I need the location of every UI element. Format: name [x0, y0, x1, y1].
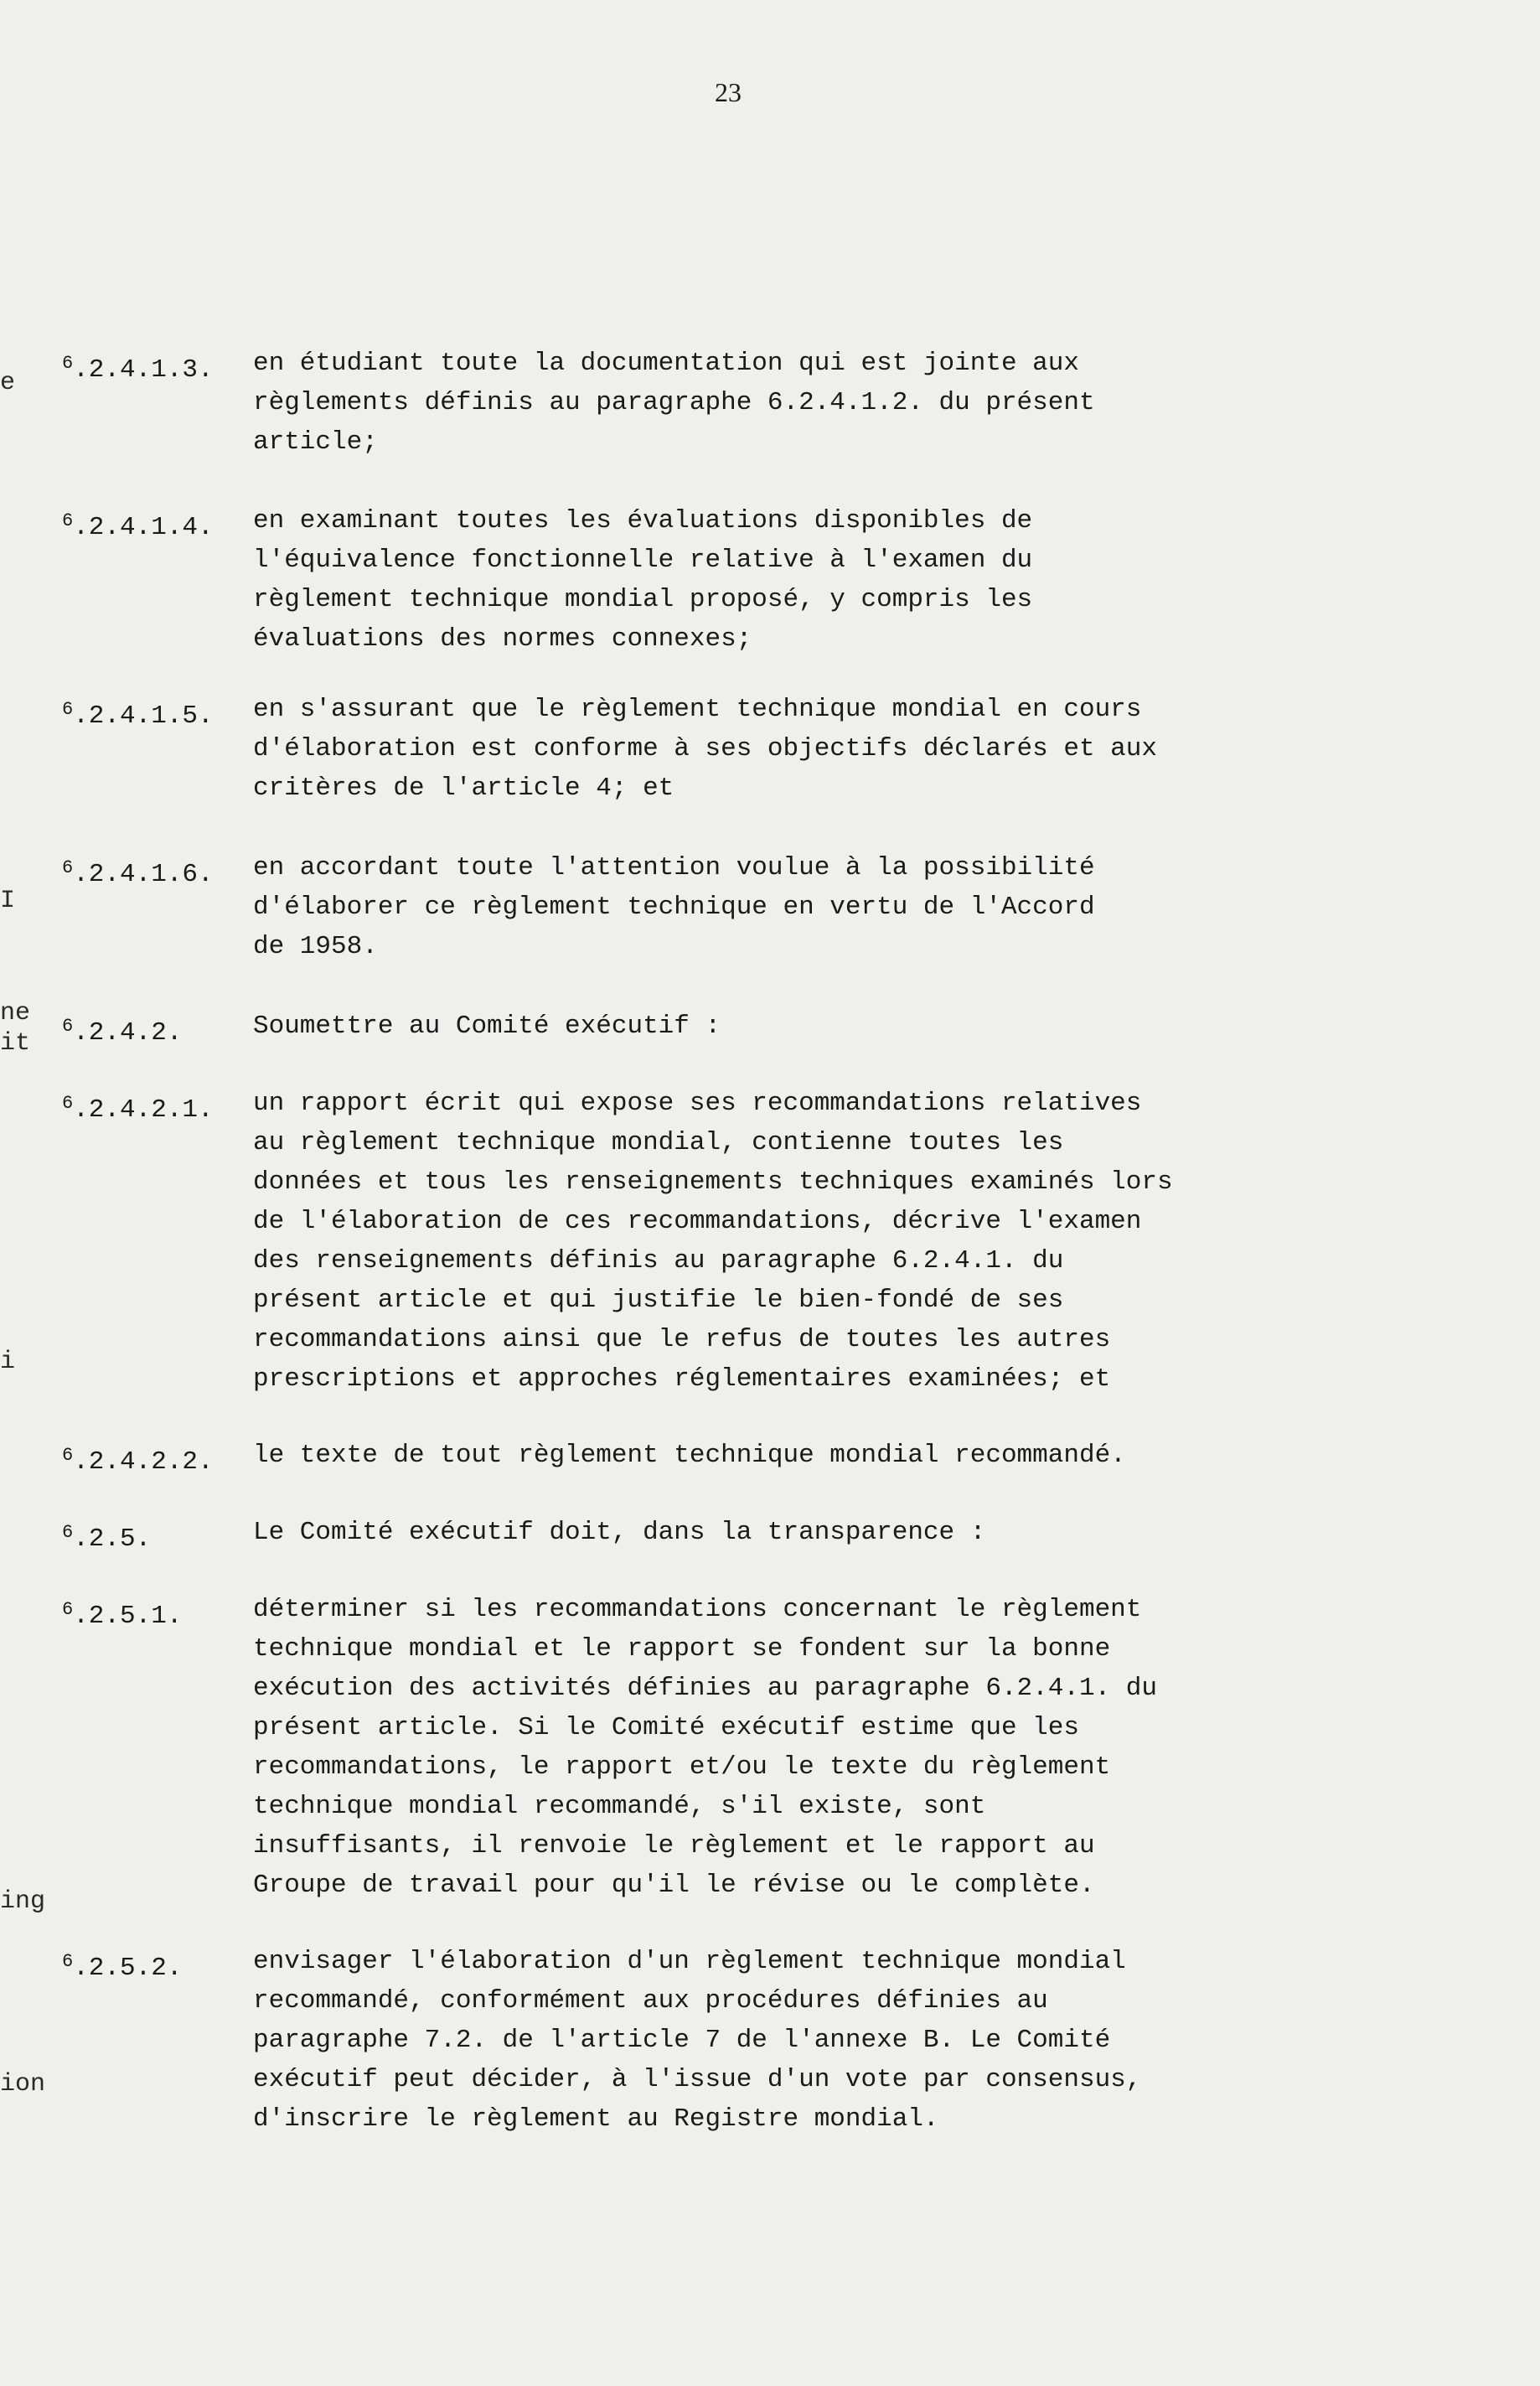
paragraph-text: déterminer si les recommandations concernant le règlement technique mondial et le rapport se fondent sur la bonne exécution des activités définies au paragraphe 6.2.4.1. du présent article. Si le Comité exécutif estime que les recommandations, le rapport et/ou le texte du règlement technique mondial recommandé, s'il existe, sont insuffisants, il renvoie le règlement et le rapport au Groupe de travail pour qu'il le révise ou le complète. [253, 1595, 1157, 1900]
paragraph-number-rest: .2.4.2. [73, 1018, 183, 1048]
margin-fragment: ing [0, 1887, 46, 1916]
paragraph-text: le texte de tout règlement technique mondial recommandé. [253, 1441, 1126, 1470]
paragraph-number-lead: 6 [62, 1522, 74, 1543]
paragraph-text: envisager l'élaboration d'un règlement technique mondial recommandé, conformément aux procédures définies au paragraphe 7.2. de l'article 7 de l'annexe B. Le Comité exécutif peut décider, à l'issue d'un vote par consensus, d'inscrire le règlement au Registre mondial. [253, 1947, 1142, 2134]
page-number: 23 [715, 77, 742, 107]
paragraph-text: un rapport écrit qui expose ses recommandations relatives au règlement technique mondial, contienne toutes les données et tous les renseignements techniques examinés lors de l'élaboration de ces recommandations, décrive l'examen des renseignements définis au paragraphe 6.2.4.1. du présent article et qui justifie le bien-fondé de ses recommandations ainsi que le refus de toutes les autres prescriptions et approches réglementaires examinées; et [253, 1089, 1173, 1394]
paragraph-text: en accordant toute l'attention voulue à la possibilité d'élaborer ce règlement technique en vertu de l'Accord de 1958. [253, 853, 1095, 961]
paragraph-number [62, 690, 214, 736]
margin-fragment: i [0, 1348, 16, 1376]
paragraph-text: en examinant toutes les évaluations disponibles de l'équivalence fonctionnelle relative à l'examen du règlement technique mondial proposé, y compris les évaluations des normes connexes; [253, 506, 1033, 654]
paragraph-number [62, 344, 214, 390]
margin-fragment: I [0, 887, 16, 915]
paragraph-number-lead: 6 [62, 699, 74, 720]
paragraph-number-lead: 6 [62, 1599, 74, 1620]
paragraph-number-lead: 6 [62, 1093, 74, 1114]
paragraph-number [62, 848, 214, 894]
paragraph-number [62, 1436, 214, 1482]
margin-fragment: ne [0, 999, 31, 1027]
paragraph-text: en étudiant toute la documentation qui est jointe aux règlements définis au paragraphe 6.2.4.1.2. du présent article; [253, 349, 1095, 457]
paragraph-number [62, 501, 214, 547]
paragraph-number-rest: .2.5. [73, 1524, 152, 1554]
paragraph-number-rest: .2.5.2. [73, 1954, 183, 1983]
margin-fragment: ion [0, 2070, 46, 2099]
paragraph-number-rest: .2.4.2.1. [73, 1095, 214, 1125]
paragraph-text: en s'assurant que le règlement technique mondial en cours d'élaboration est conforme à ses objectifs déclarés et aux critères de l'article 4; et [253, 695, 1157, 803]
paragraph-number-rest: .2.4.1.4. [73, 513, 214, 542]
paragraph-text: Le Comité exécutif doit, dans la transparence : [253, 1518, 986, 1547]
paragraph-number-rest: .2.4.1.3. [73, 355, 214, 385]
paragraph-number [62, 1007, 182, 1053]
paragraph-number-rest: .2.4.1.6. [73, 860, 214, 889]
margin-fragment: it [0, 1029, 31, 1058]
paragraph-number-lead: 6 [62, 1016, 74, 1037]
paragraph-text: Soumettre au Comité exécutif : [253, 1012, 721, 1041]
paragraph-number-rest: .2.5.1. [73, 1602, 183, 1631]
paragraph-number-rest: .2.4.1.5. [73, 701, 214, 731]
paragraph-number-lead: 6 [62, 1445, 74, 1466]
paragraph-number [62, 1084, 214, 1130]
paragraph-number [62, 1590, 182, 1636]
paragraph-number [62, 1513, 151, 1559]
paragraph-number-rest: .2.4.2.2. [73, 1447, 214, 1477]
paragraph-number-lead: 6 [62, 353, 74, 374]
paragraph-number-lead: 6 [62, 1951, 74, 1972]
paragraph-number-lead: 6 [62, 857, 74, 878]
paragraph-number [62, 1942, 182, 1988]
margin-fragment: e [0, 369, 16, 397]
paragraph-number-lead: 6 [62, 510, 74, 531]
